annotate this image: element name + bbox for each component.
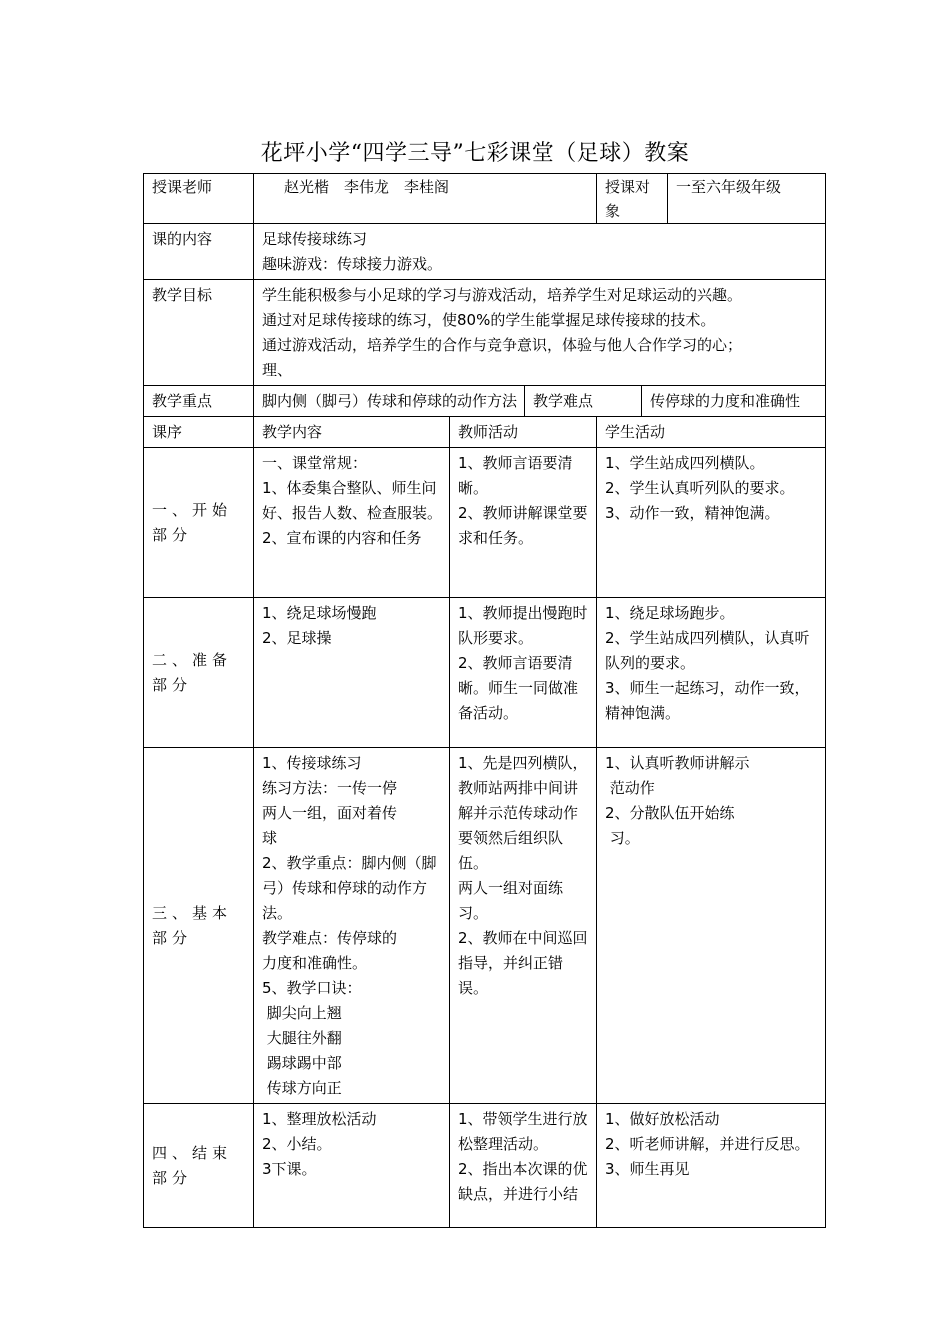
section-student-line: 1、做好放松活动 (605, 1110, 720, 1128)
section-row (144, 748, 826, 1104)
section-teacher-line: 2、教师讲解课堂要求和任务。 (458, 504, 588, 547)
section-content-line: 教学难点：传停球的 (262, 929, 398, 947)
section-content-line: 1、整理放松活动 (262, 1110, 377, 1128)
goals-row (144, 280, 826, 386)
section-teacher-line: 2、指出本次课的优缺点，并进行小结 (458, 1160, 588, 1203)
difficulty-value: 传停球的力度和准确性 (642, 386, 826, 417)
section-content-line: 1、传接球练习 (262, 754, 362, 772)
section-label: 一、开始部分 (144, 448, 254, 598)
content-row (144, 224, 826, 280)
section-student-line: 2、听老师讲解，并进行反思。 (605, 1135, 810, 1153)
section-content-line: 力度和准确性。 (262, 954, 368, 972)
target-label: 授课对象 (597, 174, 668, 224)
section-content-line: 2、小结。 (262, 1135, 332, 1153)
section-teacher-line: 1、带领学生进行放松整理活动。 (458, 1110, 588, 1153)
goal-line: 通过对足球传接球的练习，使80%的学生能掌握足球传接球的技术。 (262, 311, 716, 329)
section-content-line: 2、教学重点：脚内侧（脚弓）传球和停球的动作方法。 (262, 854, 437, 922)
lesson-plan-table-wrapper (143, 173, 825, 1228)
teacher-value (254, 174, 597, 224)
section-content (254, 1104, 450, 1228)
info-row (144, 174, 826, 224)
section-student-line: 3、师生一起练习，动作一致，精神饱满。 (605, 679, 810, 722)
section-student (597, 448, 826, 598)
section-content-line: 2、足球操 (262, 629, 332, 647)
column-header-row (144, 417, 826, 448)
section-teacher (450, 598, 597, 748)
goals-value (254, 280, 826, 386)
section-teacher-line: 两人一组对面练习。 (458, 879, 564, 922)
header-student: 学生活动 (597, 417, 826, 448)
section-student (597, 1104, 826, 1228)
section-content (254, 748, 450, 1104)
section-student-line: 2、分散队伍开始练 (605, 804, 735, 822)
target-value: 一至六年级年级 (668, 174, 826, 224)
teacher-names: 赵光楷 李伟龙 李桂阁 (284, 178, 450, 196)
header-order: 课序 (144, 417, 254, 448)
section-teacher-line: 2、教师在中间巡回指导，并纠正错误。 (458, 929, 588, 997)
section-row (144, 1104, 826, 1228)
section-student-line: 习。 (605, 829, 640, 847)
key-point-label: 教学重点 (144, 386, 254, 417)
section-content-line: 1、绕足球场慢跑 (262, 604, 377, 622)
goal-line: 学生能积极参与小足球的学习与游戏活动，培养学生对足球运动的兴趣。 (262, 286, 743, 304)
section-student-line: 2、学生认真听列队的要求。 (605, 479, 795, 497)
section-content-line: 大腿往外翻 (262, 1029, 342, 1047)
section-content-line: 2、宣布课的内容和任务 (262, 529, 422, 547)
section-student (597, 598, 826, 748)
section-content-line: 踢球踢中部 (262, 1054, 342, 1072)
section-content-line: 球 (262, 829, 278, 847)
section-teacher (450, 748, 597, 1104)
content-line: 趣味游戏：传球接力游戏。 (262, 255, 443, 273)
section-teacher-line: 1、先是四列横队， (458, 754, 588, 772)
section-student-line: 1、学生站成四列横队。 (605, 454, 765, 472)
difficulty-label: 教学难点 (525, 386, 642, 417)
header-content: 教学内容 (254, 417, 450, 448)
section-content-line: 传球方向正 (262, 1079, 342, 1097)
section-student-line: 3、动作一致，精神饱满。 (605, 504, 780, 522)
content-label: 课的内容 (144, 224, 254, 280)
key-point-value: 脚内侧（脚弓）传球和停球的动作方法 (254, 386, 525, 417)
section-teacher (450, 448, 597, 598)
section-content-line: 1、体委集合整队、师生问好、报告人数、检查服装。 (262, 479, 443, 522)
section-teacher-line: 1、教师提出慢跑时队形要求。 (458, 604, 588, 647)
goals-label: 教学目标 (144, 280, 254, 386)
section-content (254, 448, 450, 598)
content-value (254, 224, 826, 280)
section-content (254, 598, 450, 748)
focus-row (144, 386, 826, 417)
section-content-line: 脚尖向上翘 (262, 1004, 342, 1022)
header-teacher: 教师活动 (450, 417, 597, 448)
section-label: 四、结束部分 (144, 1104, 254, 1228)
section-content-line: 两人一组，面对着传 (262, 804, 398, 822)
section-teacher (450, 1104, 597, 1228)
section-student (597, 748, 826, 1104)
section-teacher-line: 2、教师言语要清晰。师生一同做准备活动。 (458, 654, 579, 722)
section-student-line: 1、绕足球场跑步。 (605, 604, 735, 622)
teacher-label: 授课老师 (144, 174, 254, 224)
section-content-line: 5、教学口诀： (262, 979, 362, 997)
section-label: 三、基本部分 (144, 748, 254, 1104)
goal-line: 理、 (262, 361, 293, 379)
section-student-line: 2、学生站成四列横队，认真听队列的要求。 (605, 629, 810, 672)
section-content-line: 一、课堂常规： (262, 454, 368, 472)
section-student-line: 3、师生再见 (605, 1160, 690, 1178)
section-content-line: 练习方法：一传一停 (262, 779, 398, 797)
section-content-line: 3下课。 (262, 1160, 317, 1178)
section-label: 二、准备部分 (144, 598, 254, 748)
content-line: 足球传接球练习 (262, 230, 368, 248)
section-student-line: 1、认真听教师讲解示 (605, 754, 750, 772)
section-row (144, 598, 826, 748)
goal-line: 通过游戏活动，培养学生的合作与竞争意识，体验与他人合作学习的心； (262, 336, 743, 354)
section-teacher-line: 1、教师言语要清晰。 (458, 454, 573, 497)
section-teacher-line: 教师站两排中间讲解并示范传球动作要领然后组织队伍。 (458, 779, 579, 872)
section-student-line: 范动作 (605, 779, 655, 797)
lesson-plan-table (143, 173, 826, 1228)
section-row (144, 448, 826, 598)
document-title: 花坪小学“四学三导”七彩课堂（足球）教案 (260, 141, 690, 166)
